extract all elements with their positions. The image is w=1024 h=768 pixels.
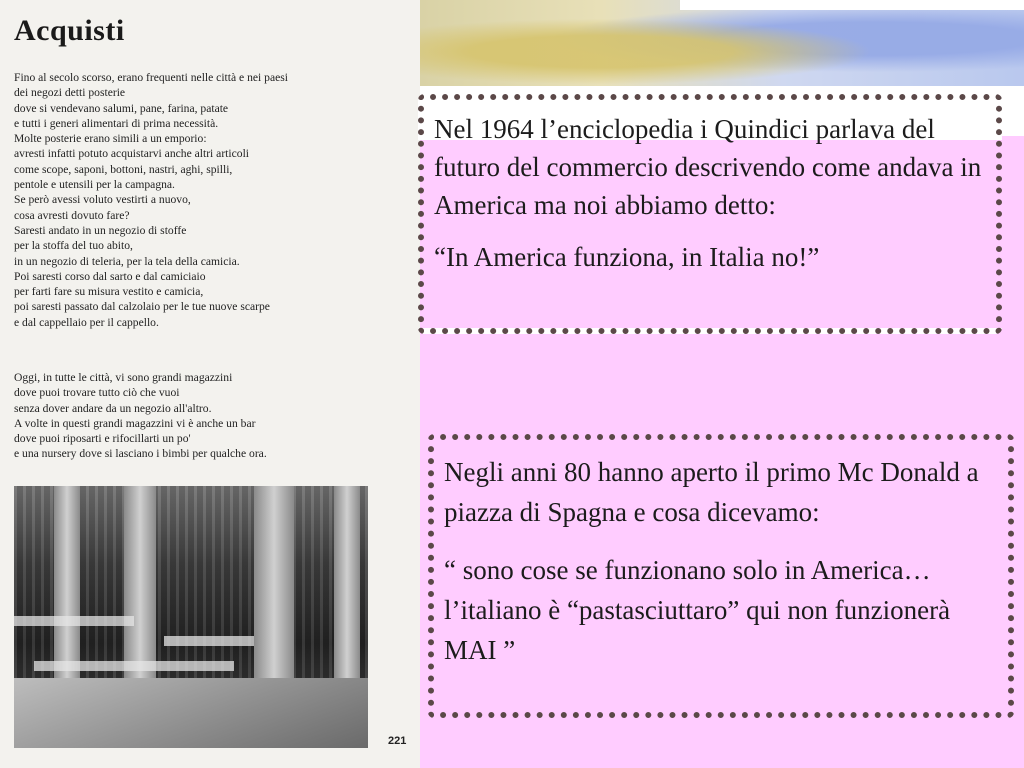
text-box-mcdonalds [428, 434, 1014, 718]
book-line: Se però avessi voluto vestirti a nuovo, [14, 193, 191, 207]
book-line: A volte in questi grandi magazzini vi è anche un bar [14, 416, 256, 430]
book-line: per la stoffa del tuo abito, [14, 239, 133, 253]
book-line: dove puoi trovare tutto ciò che vuoi [14, 386, 180, 400]
book-page-scan [0, 0, 420, 768]
book-line: senza dover andare da un negozio all'altro. [14, 401, 212, 415]
book-line: Fino al secolo scorso, erano frequenti nelle città e nei paesi [14, 71, 288, 84]
book-line: dove si vendevano salumi, pane, farina, patate [14, 101, 229, 115]
book-line: e tutti i generi alimentari di prima necessità. [14, 116, 219, 130]
book-title: Acquisti [14, 14, 125, 47]
book-line: pentole e utensili per la campagna. [14, 178, 175, 192]
book-line: Molte posterie erano simili a un emporio: [14, 132, 207, 146]
book-line: dove puoi riposarti e rifocillarti un po' [14, 432, 191, 446]
book-line: Poi saresti corso dal sarto e dal camiciaio [14, 269, 206, 283]
box1-text: Nel 1964 l’enciclopedia i Quindici parlava del futuro del commercio descrivendo come andava in America ma noi abbiamo detto: [434, 114, 982, 220]
box2-quote: “ sono cose se funzionano solo in America… l’italiano è “pastasciuttaro” qui non funzionerà MAI ” [444, 555, 951, 665]
book-line: in un negozio di teleria, per la tela della camicia. [14, 254, 240, 268]
book-line: come scope, saponi, bottoni, nastri, aghi, spilli, [14, 162, 233, 176]
book-line: per farti fare su misura vestito e camicia, [14, 285, 204, 299]
book-paragraph-2 [14, 370, 409, 462]
department-store-photo [14, 486, 368, 748]
book-line: e una nursery dove si lasciano i bimbi per qualche ora. [14, 447, 267, 461]
book-line: Saresti andato in un negozio di stoffe [14, 223, 187, 237]
text-box-1964 [418, 94, 1002, 334]
book-line: avresti infatti potuto acquistarvi anche altri articoli [14, 147, 250, 161]
book-line: poi saresti passato dal calzolaio per le tue nuove scarpe [14, 300, 270, 314]
book-paragraph-1 [14, 70, 409, 330]
book-page-number: 221 [388, 735, 407, 747]
book-line: cosa avresti dovuto fare? [14, 208, 130, 222]
box1-quote: “In America funziona, in Italia no!” [434, 242, 820, 272]
book-line: dei negozi detti posterie [14, 86, 126, 100]
decorative-banner-image [420, 0, 1024, 86]
box2-text: Negli anni 80 hanno aperto il primo Mc Donald a piazza di Spagna e cosa dicevamo: [444, 457, 979, 527]
book-line: Oggi, in tutte le città, vi sono grandi magazzini [14, 371, 233, 384]
book-line: e dal cappellaio per il cappello. [14, 315, 159, 329]
